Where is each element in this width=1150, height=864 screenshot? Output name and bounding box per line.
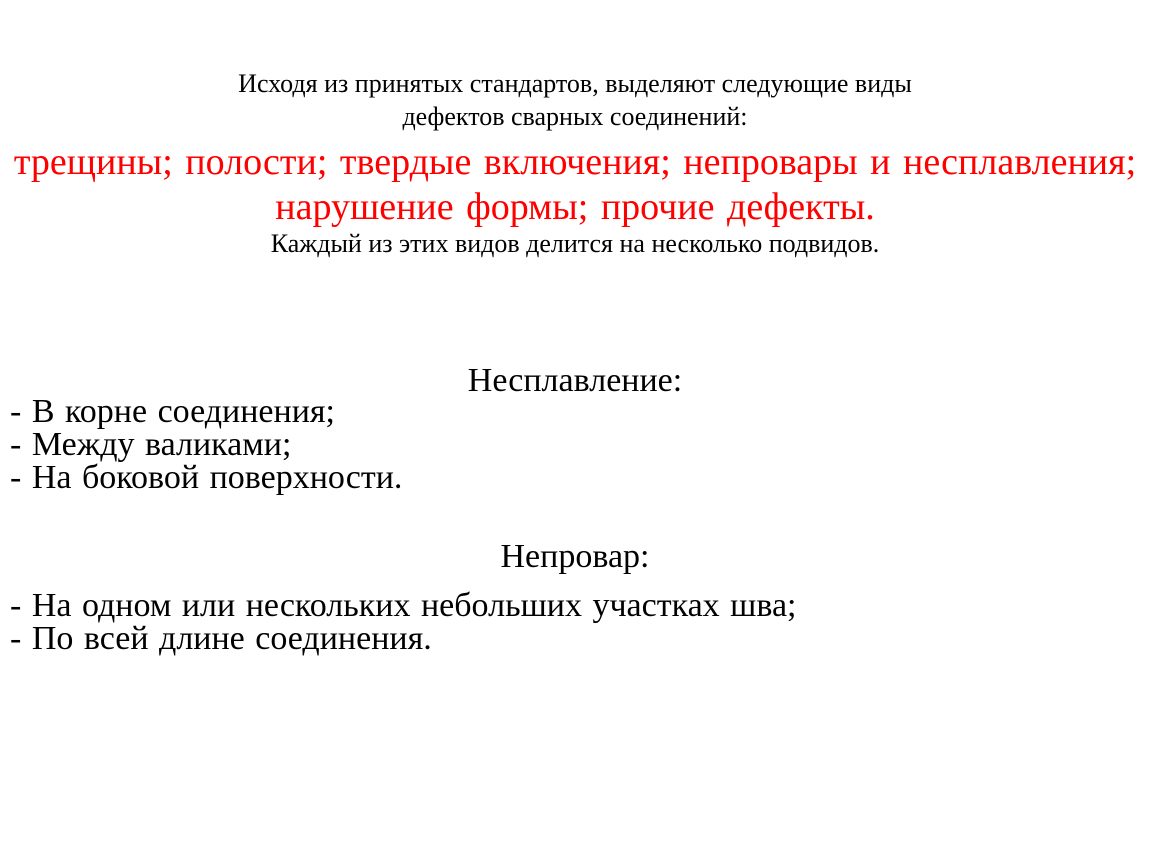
- defect-types-line-2: нарушение формы; прочие дефекты.: [275, 186, 875, 228]
- intro-line-1: Исходя из принятых стандартов, выделяют следующие виды: [238, 69, 912, 98]
- list-item: - На одном или нескольких небольших участках шва;: [10, 587, 797, 624]
- list-item: - Между валиками;: [10, 426, 292, 463]
- section-title-penetration: Непровар:: [500, 538, 650, 575]
- defect-types-line-1: трещины; полости; твердые включения; непровары и несплавления;: [13, 141, 1137, 183]
- intro-line-2: дефектов сварных соединений:: [402, 102, 748, 131]
- penetration-list: [10, 589, 797, 655]
- list-item: - В корне соединения;: [10, 393, 335, 430]
- subtypes-note: Каждый из этих видов делится на несколько подвидов.: [270, 229, 880, 258]
- list-item: - По всей длине соединения.: [10, 620, 432, 657]
- section-title-fusion: Несплавление:: [467, 362, 683, 399]
- list-item: - На боковой поверхности.: [10, 459, 403, 496]
- fusion-list: [10, 395, 402, 494]
